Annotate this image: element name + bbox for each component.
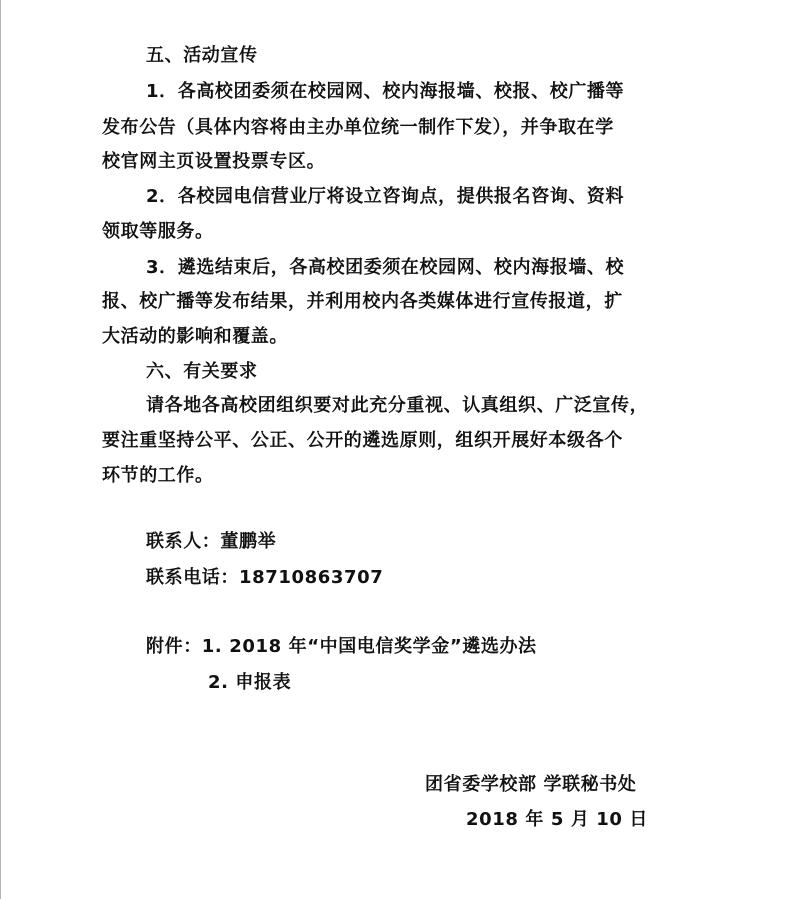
section6-para-line1: 请各地各高校团组织要对此充分重视、认真组织、广泛宣传， — [146, 395, 649, 416]
section6-para-line2: 要注重坚持公平、公正、公开的遴选原则，组织开展好本级各个 — [102, 430, 623, 451]
contact-phone: 联系电话：18710863707 — [146, 567, 384, 588]
section5-item1-line1: 1．各高校团委须在校园网、校内海报墙、校报、校广播等 — [146, 81, 625, 102]
attachment-line2: 2. 申报表 — [208, 672, 292, 693]
section5-item3-line2: 报、校广播等发布结果，并利用校内各类媒体进行宣传报道，扩 — [102, 291, 623, 312]
section5-item2-line2: 领取等服务。 — [102, 221, 214, 242]
section6-heading: 六、有关要求 — [146, 361, 258, 382]
section5-item1-line3: 校官网主页设置投票专区。 — [102, 151, 326, 172]
section5-item1-line2: 发布公告（具体内容将由主办单位统一制作下发），并争取在学 — [102, 117, 614, 138]
attachment-line1: 附件：1. 2018 年“中国电信奖学金”遴选办法 — [146, 636, 537, 657]
signature-org: 团省委学校部 学联秘书处 — [425, 774, 637, 795]
section5-item3-line1: 3．遴选结束后，各高校团委须在校园网、校内海报墙、校 — [146, 257, 625, 278]
section5-item2-line1: 2．各校园电信营业厅将设立咨询点，提供报名咨询、资料 — [146, 186, 625, 207]
contact-person: 联系人：董鹏举 — [146, 531, 277, 552]
section5-item3-line3: 大活动的影响和覆盖。 — [102, 326, 288, 347]
section5-heading: 五、活动宣传 — [146, 45, 258, 66]
section6-para-line3: 环节的工作。 — [102, 465, 214, 486]
signature-date: 2018 年 5 月 10 日 — [466, 809, 649, 830]
